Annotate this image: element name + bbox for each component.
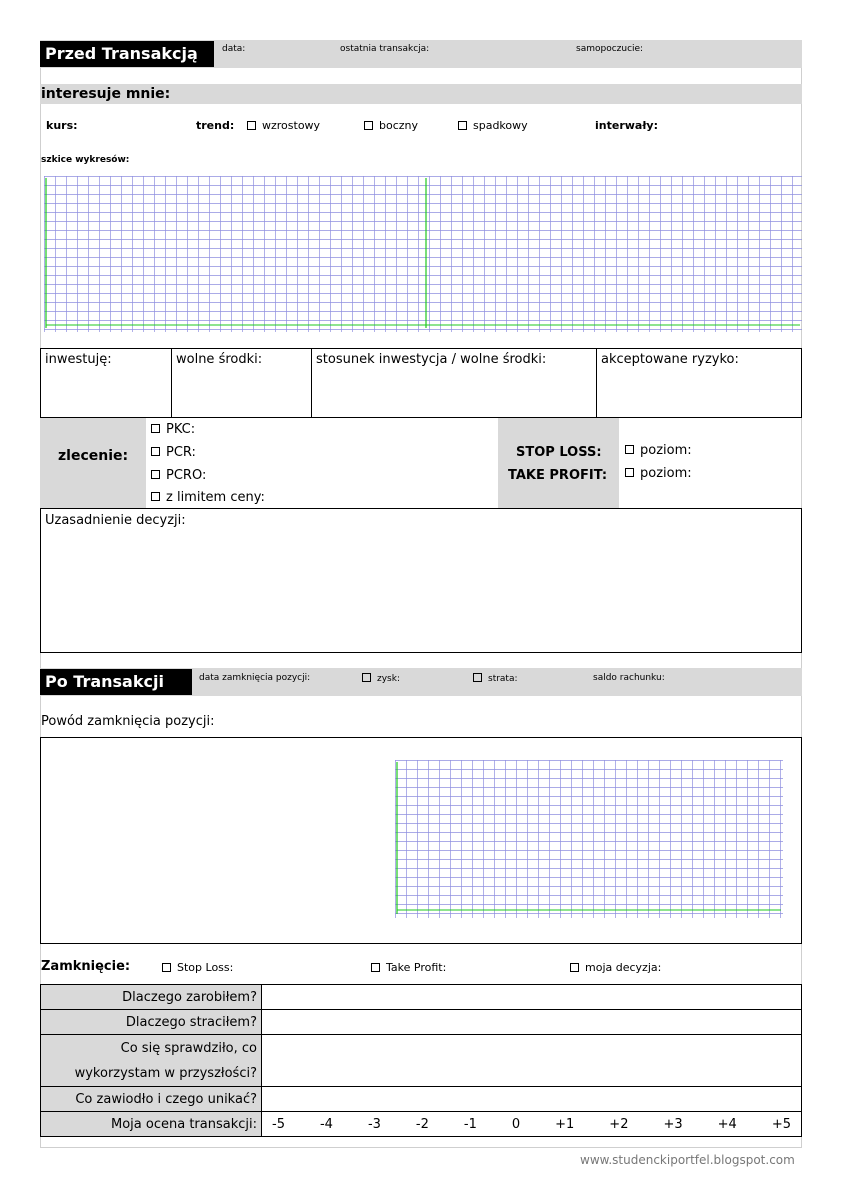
order-option-limit[interactable] — [151, 490, 265, 505]
trend-option-label: wzrostowy — [262, 119, 321, 132]
closing-option-label: Stop Loss: — [177, 961, 234, 974]
score-option[interactable]: +5 — [771, 1116, 791, 1132]
after-sketch-grid[interactable] — [395, 760, 783, 918]
last-transaction-label: ostatnia transakcja: — [340, 44, 430, 54]
checkbox-icon[interactable] — [151, 447, 160, 456]
close-reason-label: Powód zamknięcia pozycji: — [41, 714, 215, 729]
checkbox-icon[interactable] — [625, 445, 634, 454]
divider — [171, 348, 172, 418]
rating-label: Moja ocena transakcji: — [41, 1112, 262, 1137]
question-worked-line2: wykorzystam w przyszłości? — [74, 1066, 257, 1081]
order-option-label: PKC: — [166, 422, 196, 437]
question-worked-line1: Co się sprawdziło, co — [120, 1041, 257, 1056]
table-row — [41, 1112, 802, 1137]
take-profit-label: TAKE PROFIT: — [508, 468, 608, 483]
mood-label: samopoczucie: — [576, 44, 644, 54]
before-title: Przed Transakcją — [40, 41, 214, 67]
question-failed: Co zawiodło i czego unikać? — [41, 1087, 262, 1112]
question-lost: Dlaczego straciłem? — [41, 1010, 262, 1035]
order-option-pkc[interactable] — [151, 422, 195, 437]
score-option[interactable]: -4 — [319, 1116, 333, 1132]
checkbox-icon[interactable] — [151, 424, 160, 433]
closing-option-label: Take Profit: — [386, 961, 447, 974]
score-option[interactable]: -2 — [415, 1116, 429, 1132]
interest-title: interesuje mnie: — [41, 86, 171, 102]
checkbox-icon[interactable] — [247, 121, 256, 130]
intervals-label: interwały: — [595, 119, 658, 132]
loss-label: strata: — [488, 674, 518, 684]
level-label: poziom: — [640, 466, 692, 481]
balance-label: saldo rachunku: — [593, 673, 665, 683]
closing-stop-loss[interactable] — [162, 961, 233, 974]
profit-option[interactable] — [362, 674, 400, 684]
answer-cell[interactable] — [262, 1010, 802, 1035]
sketch-grid[interactable] — [44, 176, 802, 332]
take-profit-level[interactable] — [625, 466, 692, 481]
trend-option-up[interactable] — [247, 119, 320, 132]
footer-url[interactable]: www.studenckiportfel.blogspot.com — [580, 1153, 795, 1167]
sltp-label-bg — [498, 418, 619, 508]
kurs-label: kurs: — [46, 119, 78, 132]
table-row — [41, 985, 802, 1010]
score-option[interactable]: +1 — [555, 1116, 575, 1132]
answer-cell[interactable] — [262, 1035, 802, 1087]
loss-option[interactable] — [473, 674, 518, 684]
checkbox-icon[interactable] — [151, 470, 160, 479]
score-list — [266, 1117, 797, 1132]
closing-take-profit[interactable] — [371, 961, 446, 974]
trend-option-label: boczny — [379, 119, 419, 132]
checkbox-icon[interactable] — [362, 673, 371, 682]
justification-label: Uzasadnienie decyzji: — [45, 513, 186, 528]
risk-cell[interactable]: akceptowane ryzyko: — [601, 352, 739, 367]
score-option[interactable]: -3 — [367, 1116, 381, 1132]
checkbox-icon[interactable] — [473, 673, 482, 682]
close-date-label: data zamknięcia pozycji: — [199, 673, 311, 683]
score-option[interactable]: -5 — [272, 1116, 285, 1132]
order-option-pcr[interactable] — [151, 445, 196, 460]
after-title: Po Transakcji — [40, 669, 192, 695]
date-label: data: — [222, 44, 246, 54]
score-option[interactable]: +2 — [609, 1116, 629, 1132]
rating-scale[interactable] — [262, 1112, 802, 1137]
answer-cell[interactable] — [262, 1087, 802, 1112]
justification-box[interactable] — [40, 508, 802, 653]
checkbox-icon[interactable] — [625, 468, 634, 477]
trend-label: trend: — [196, 119, 235, 132]
invest-cell[interactable]: inwestuję: — [45, 352, 112, 367]
checkbox-icon[interactable] — [364, 121, 373, 130]
score-option[interactable]: +3 — [663, 1116, 683, 1132]
order-option-label: PCR: — [166, 445, 196, 460]
table-row — [41, 1035, 802, 1087]
order-option-label: PCRO: — [166, 468, 207, 483]
stop-loss-level[interactable] — [625, 443, 692, 458]
trend-option-side[interactable] — [364, 119, 418, 132]
stop-loss-label: STOP LOSS: — [516, 445, 602, 460]
level-label: poziom: — [640, 443, 692, 458]
closing-option-label: moja decyzja: — [585, 961, 662, 974]
ratio-cell[interactable]: stosunek inwestycja / wolne środki: — [316, 352, 547, 367]
checkbox-icon[interactable] — [458, 121, 467, 130]
score-option[interactable]: 0 — [511, 1116, 521, 1132]
free-funds-cell[interactable]: wolne środki: — [176, 352, 263, 367]
table-row — [41, 1087, 802, 1112]
checkbox-icon[interactable] — [151, 492, 160, 501]
summary-table — [40, 984, 802, 1137]
order-option-label: z limitem ceny: — [166, 490, 265, 505]
score-option[interactable]: +4 — [717, 1116, 737, 1132]
trend-option-label: spadkowy — [473, 119, 528, 132]
question-worked — [41, 1035, 262, 1087]
trend-option-down[interactable] — [458, 119, 528, 132]
order-option-pcro[interactable] — [151, 468, 206, 483]
divider — [596, 348, 597, 418]
checkbox-icon[interactable] — [570, 963, 579, 972]
question-earned: Dlaczego zarobiłem? — [41, 985, 262, 1010]
checkbox-icon[interactable] — [371, 963, 380, 972]
divider — [311, 348, 312, 418]
order-label: zlecenie: — [58, 448, 129, 464]
closing-my-decision[interactable] — [570, 961, 661, 974]
profit-label: zysk: — [377, 674, 400, 684]
sketch-label: szkice wykresów: — [41, 155, 130, 165]
checkbox-icon[interactable] — [162, 963, 171, 972]
answer-cell[interactable] — [262, 985, 802, 1010]
score-option[interactable]: -1 — [463, 1116, 477, 1132]
table-row — [41, 1010, 802, 1035]
closing-label: Zamknięcie: — [41, 959, 131, 974]
